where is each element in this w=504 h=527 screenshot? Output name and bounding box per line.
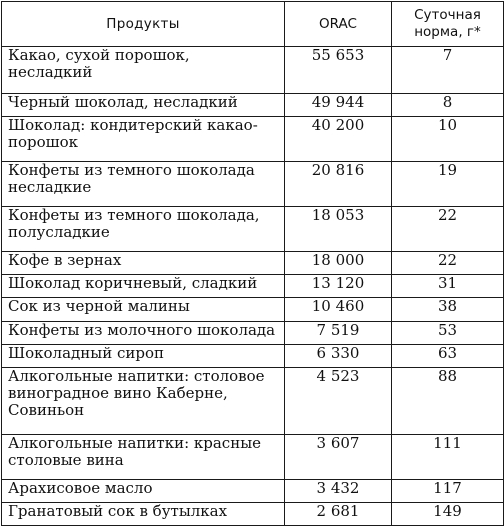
- header-row: [2, 2, 504, 47]
- orac-value: 13 120: [285, 275, 392, 298]
- orac-value: 2 681: [285, 502, 392, 525]
- product-name: Черный шоколад, несладкий: [2, 94, 285, 117]
- table-row: [2, 275, 504, 298]
- orac-value: 55 653: [285, 47, 392, 94]
- table-row: [2, 367, 504, 434]
- daily-norm-value: 117: [392, 479, 504, 502]
- table-row: [2, 94, 504, 117]
- orac-value: 18 053: [285, 207, 392, 252]
- daily-norm-value: 88: [392, 367, 504, 434]
- daily-norm-value: 63: [392, 344, 504, 367]
- daily-norm-value: 149: [392, 502, 504, 525]
- product-name: Шоколад: кондитерский какао-порошок: [2, 117, 285, 162]
- product-name: Сок из черной малины: [2, 298, 285, 321]
- orac-value: 4 523: [285, 367, 392, 434]
- table-row: [2, 47, 504, 94]
- product-name: Шоколад коричневый, сладкий: [2, 275, 285, 298]
- daily-norm-value: 38: [392, 298, 504, 321]
- daily-norm-value: 10: [392, 117, 504, 162]
- product-name: Шоколадный сироп: [2, 344, 285, 367]
- table-row: [2, 434, 504, 479]
- table-row: [2, 479, 504, 502]
- product-name: Конфеты из темного шоколада несладкие: [2, 162, 285, 207]
- header-products: Продукты: [2, 2, 285, 47]
- daily-norm-value: 31: [392, 275, 504, 298]
- header-daily-norm: Суточная норма, г*: [392, 2, 504, 47]
- orac-table: [1, 1, 504, 526]
- product-name: Алкогольные напитки: столовое виноградное вино Каберне, Совиньон: [2, 367, 285, 434]
- daily-norm-value: 22: [392, 207, 504, 252]
- daily-norm-value: 111: [392, 434, 504, 479]
- product-name: Алкогольные напитки: красные столовые вина: [2, 434, 285, 479]
- product-name: Арахисовое масло: [2, 479, 285, 502]
- product-name: Гранатовый сок в бутылках: [2, 502, 285, 525]
- table-row: [2, 162, 504, 207]
- orac-value: 7 519: [285, 321, 392, 344]
- orac-value: 6 330: [285, 344, 392, 367]
- daily-norm-value: 53: [392, 321, 504, 344]
- daily-norm-value: 7: [392, 47, 504, 94]
- product-name: Какао, сухой порошок, несладкий: [2, 47, 285, 94]
- product-name: Кофе в зернах: [2, 252, 285, 275]
- orac-value: 3 432: [285, 479, 392, 502]
- daily-norm-value: 19: [392, 162, 504, 207]
- daily-norm-value: 22: [392, 252, 504, 275]
- orac-value: 20 816: [285, 162, 392, 207]
- product-name: Конфеты из молочного шоколада: [2, 321, 285, 344]
- table-row: [2, 252, 504, 275]
- table-row: [2, 321, 504, 344]
- orac-value: 3 607: [285, 434, 392, 479]
- table-row: [2, 117, 504, 162]
- table-row: [2, 344, 504, 367]
- table-row: [2, 298, 504, 321]
- product-name: Конфеты из темного шоколада, полусладкие: [2, 207, 285, 252]
- header-orac: ORAC: [285, 2, 392, 47]
- orac-value: 10 460: [285, 298, 392, 321]
- daily-norm-value: 8: [392, 94, 504, 117]
- orac-value: 18 000: [285, 252, 392, 275]
- table-row: [2, 502, 504, 525]
- orac-value: 40 200: [285, 117, 392, 162]
- table-row: [2, 207, 504, 252]
- orac-value: 49 944: [285, 94, 392, 117]
